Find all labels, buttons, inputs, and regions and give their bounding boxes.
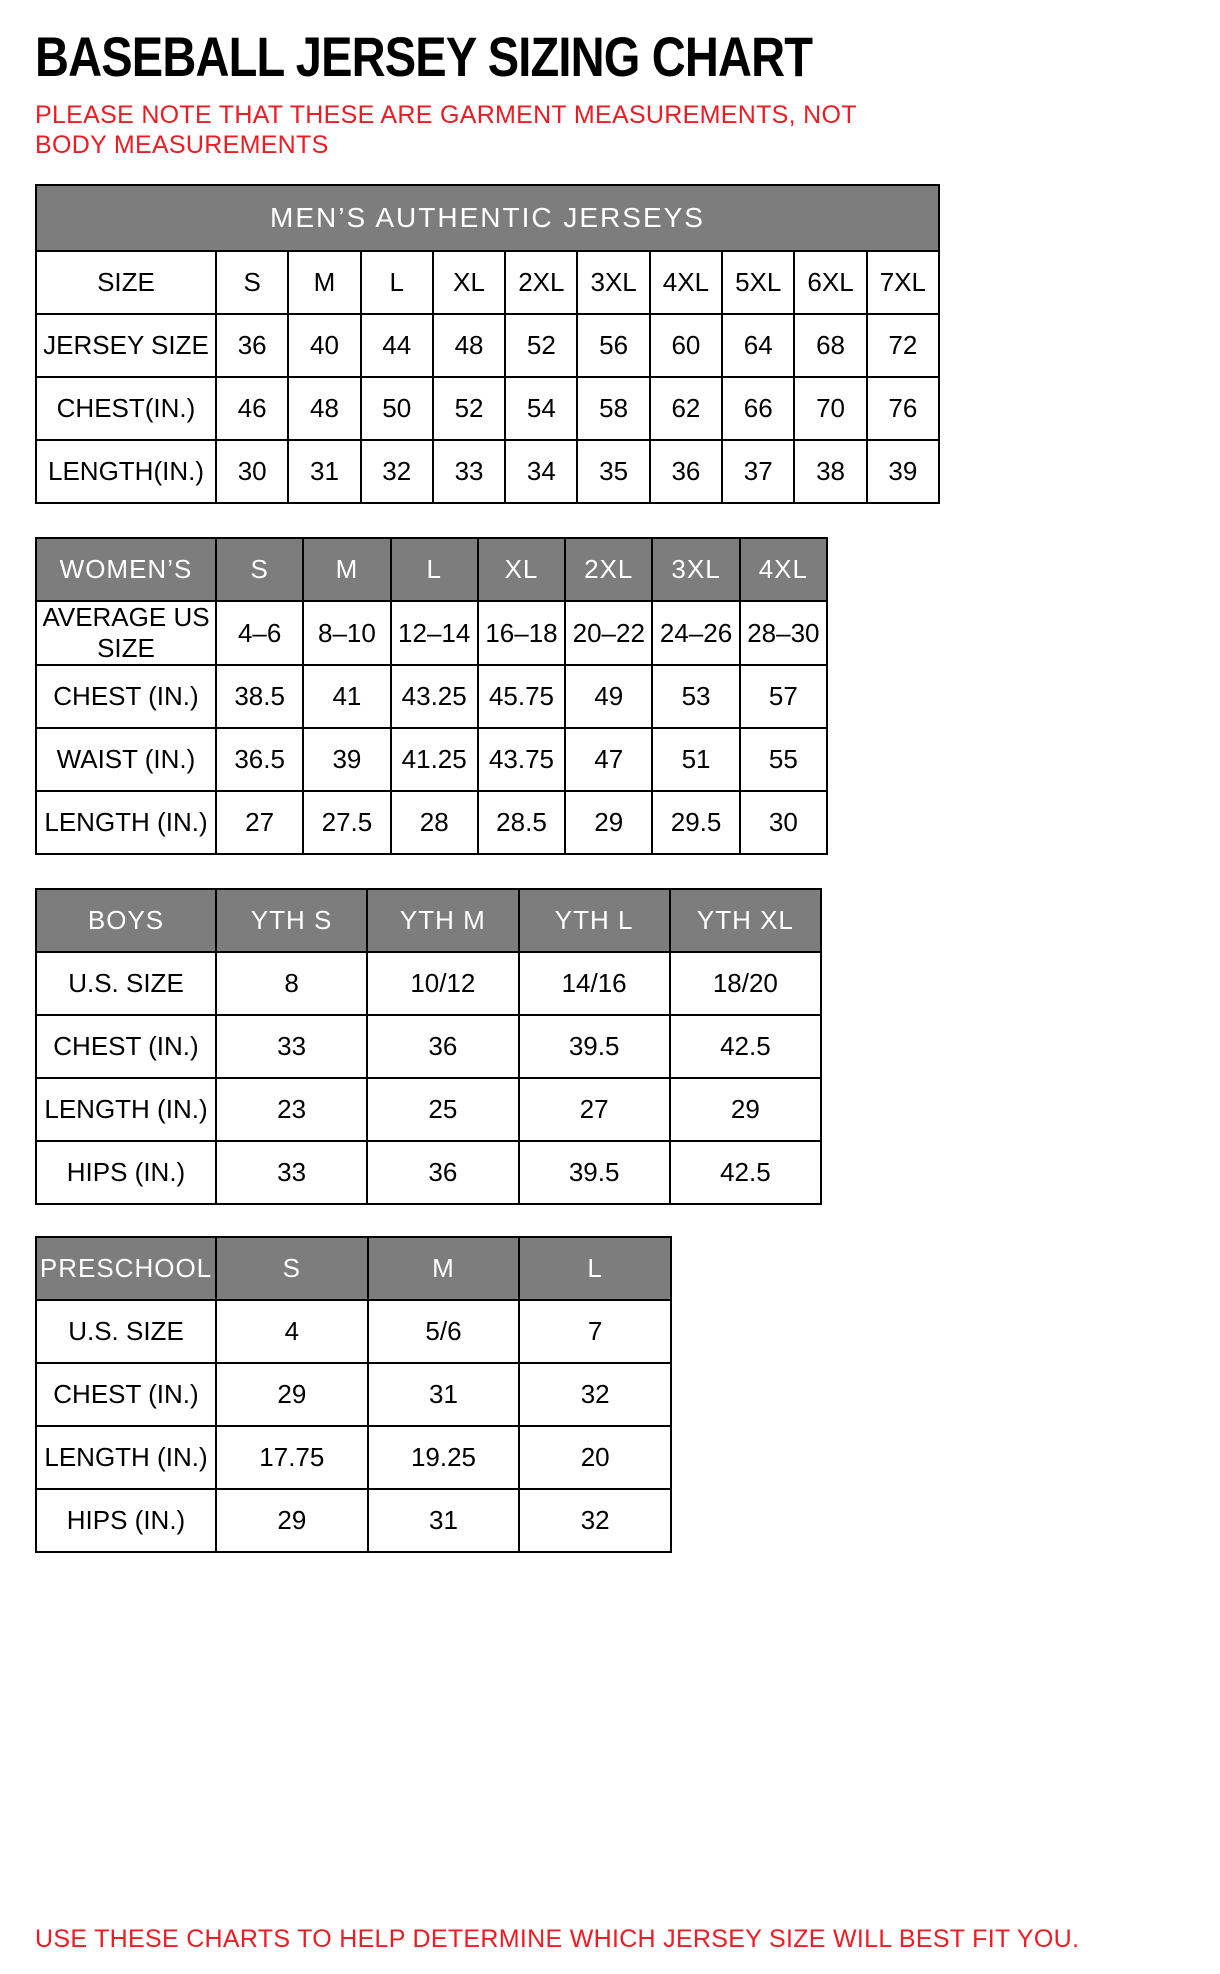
row-label: U.S. SIZE xyxy=(36,1300,216,1363)
value-cell: 55 xyxy=(740,728,827,791)
value-cell: 36 xyxy=(367,1015,518,1078)
value-cell: 47 xyxy=(565,728,652,791)
value-cell: 44 xyxy=(361,314,433,377)
preschool-sizing-table xyxy=(35,1236,672,1553)
value-cell: 28 xyxy=(391,791,478,854)
value-cell: L xyxy=(361,251,433,314)
value-cell: 64 xyxy=(722,314,794,377)
mens-sizing-table xyxy=(35,184,940,504)
value-cell: 29.5 xyxy=(652,791,739,854)
value-cell: 29 xyxy=(216,1489,368,1552)
value-cell: 32 xyxy=(519,1363,671,1426)
value-cell: 42.5 xyxy=(670,1015,821,1078)
value-cell: 62 xyxy=(650,377,722,440)
value-cell: 8 xyxy=(216,952,367,1015)
value-cell: 43.25 xyxy=(391,665,478,728)
value-cell: 42.5 xyxy=(670,1141,821,1204)
womens-size-header-cell: M xyxy=(303,538,390,601)
value-cell: 14/16 xyxy=(519,952,670,1015)
womens-table-row xyxy=(36,728,827,791)
preschool-header-row xyxy=(36,1237,671,1300)
value-cell: 7 xyxy=(519,1300,671,1363)
value-cell: 39.5 xyxy=(519,1015,670,1078)
value-cell: 76 xyxy=(867,377,939,440)
value-cell: 4–6 xyxy=(216,601,303,665)
value-cell: 41.25 xyxy=(391,728,478,791)
value-cell: 46 xyxy=(216,377,288,440)
value-cell: 32 xyxy=(361,440,433,503)
row-label: SIZE xyxy=(36,251,216,314)
value-cell: 34 xyxy=(505,440,577,503)
value-cell: 19.25 xyxy=(368,1426,520,1489)
value-cell: 54 xyxy=(505,377,577,440)
mens-table-row xyxy=(36,314,939,377)
preschool-header-label: PRESCHOOL xyxy=(36,1237,216,1300)
value-cell: 52 xyxy=(505,314,577,377)
value-cell: 5XL xyxy=(722,251,794,314)
boys-size-header-cell: YTH L xyxy=(519,889,670,952)
value-cell: 30 xyxy=(740,791,827,854)
womens-size-header-cell: L xyxy=(391,538,478,601)
value-cell: 32 xyxy=(519,1489,671,1552)
value-cell: S xyxy=(216,251,288,314)
page-title: BASEBALL JERSEY SIZING CHART xyxy=(35,25,813,88)
value-cell: 36 xyxy=(367,1141,518,1204)
mens-title-row xyxy=(36,185,939,251)
boys-table-row xyxy=(36,1141,821,1204)
boys-size-header-cell: YTH M xyxy=(367,889,518,952)
value-cell: 20 xyxy=(519,1426,671,1489)
boys-header-label: BOYS xyxy=(36,889,216,952)
value-cell: 10/12 xyxy=(367,952,518,1015)
value-cell: 33 xyxy=(433,440,505,503)
value-cell: 29 xyxy=(565,791,652,854)
womens-table-row xyxy=(36,665,827,728)
preschool-size-header-cell: M xyxy=(368,1237,520,1300)
value-cell: 45.75 xyxy=(478,665,565,728)
value-cell: 36.5 xyxy=(216,728,303,791)
value-cell: 38.5 xyxy=(216,665,303,728)
value-cell: 72 xyxy=(867,314,939,377)
value-cell: 29 xyxy=(216,1363,368,1426)
womens-header-row xyxy=(36,538,827,601)
preschool-size-header-cell: S xyxy=(216,1237,368,1300)
womens-header-label: WOMEN’S xyxy=(36,538,216,601)
value-cell: 41 xyxy=(303,665,390,728)
value-cell: 31 xyxy=(288,440,360,503)
value-cell: 16–18 xyxy=(478,601,565,665)
boys-table-row xyxy=(36,1078,821,1141)
value-cell: 66 xyxy=(722,377,794,440)
value-cell: 48 xyxy=(433,314,505,377)
mens-table-row xyxy=(36,440,939,503)
value-cell: 25 xyxy=(367,1078,518,1141)
womens-sizing-table xyxy=(35,537,828,855)
value-cell: 43.75 xyxy=(478,728,565,791)
value-cell: 28–30 xyxy=(740,601,827,665)
value-cell: 23 xyxy=(216,1078,367,1141)
footer-note: USE THESE CHARTS TO HELP DETERMINE WHICH JERSEY SIZE WILL BEST FIT YOU. xyxy=(35,1925,1080,1953)
value-cell: 8–10 xyxy=(303,601,390,665)
value-cell: 40 xyxy=(288,314,360,377)
row-label: LENGTH (IN.) xyxy=(36,791,216,854)
womens-size-header-cell: 2XL xyxy=(565,538,652,601)
row-label: LENGTH (IN.) xyxy=(36,1078,216,1141)
row-label: CHEST (IN.) xyxy=(36,1363,216,1426)
value-cell: 39 xyxy=(303,728,390,791)
value-cell: 12–14 xyxy=(391,601,478,665)
value-cell: 36 xyxy=(216,314,288,377)
value-cell: 33 xyxy=(216,1141,367,1204)
boys-size-header-cell: YTH XL xyxy=(670,889,821,952)
value-cell: 57 xyxy=(740,665,827,728)
boys-size-header-cell: YTH S xyxy=(216,889,367,952)
preschool-table-row xyxy=(36,1489,671,1552)
mens-table-row xyxy=(36,251,939,314)
value-cell: 36 xyxy=(650,440,722,503)
value-cell: 5/6 xyxy=(368,1300,520,1363)
row-label: CHEST (IN.) xyxy=(36,1015,216,1078)
value-cell: 70 xyxy=(794,377,866,440)
value-cell: 7XL xyxy=(867,251,939,314)
value-cell: XL xyxy=(433,251,505,314)
row-label: HIPS (IN.) xyxy=(36,1489,216,1552)
row-label: AVERAGE US SIZE xyxy=(36,601,216,665)
value-cell: 52 xyxy=(433,377,505,440)
value-cell: 29 xyxy=(670,1078,821,1141)
row-label: U.S. SIZE xyxy=(36,952,216,1015)
row-label: HIPS (IN.) xyxy=(36,1141,216,1204)
row-label: JERSEY SIZE xyxy=(36,314,216,377)
row-label: CHEST(IN.) xyxy=(36,377,216,440)
row-label: WAIST (IN.) xyxy=(36,728,216,791)
boys-header-row xyxy=(36,889,821,952)
value-cell: 39.5 xyxy=(519,1141,670,1204)
womens-size-header-cell: 3XL xyxy=(652,538,739,601)
mens-table-title: MEN’S AUTHENTIC JERSEYS xyxy=(36,185,939,251)
value-cell: 24–26 xyxy=(652,601,739,665)
value-cell: 31 xyxy=(368,1363,520,1426)
value-cell: 27.5 xyxy=(303,791,390,854)
value-cell: 27 xyxy=(216,791,303,854)
preschool-table-row xyxy=(36,1363,671,1426)
preschool-table-row xyxy=(36,1426,671,1489)
value-cell: 18/20 xyxy=(670,952,821,1015)
value-cell: 39 xyxy=(867,440,939,503)
value-cell: 58 xyxy=(577,377,649,440)
value-cell: 48 xyxy=(288,377,360,440)
value-cell: 28.5 xyxy=(478,791,565,854)
value-cell: 37 xyxy=(722,440,794,503)
mens-table-row xyxy=(36,377,939,440)
value-cell: 31 xyxy=(368,1489,520,1552)
row-label: CHEST (IN.) xyxy=(36,665,216,728)
value-cell: 53 xyxy=(652,665,739,728)
value-cell: 38 xyxy=(794,440,866,503)
value-cell: 17.75 xyxy=(216,1426,368,1489)
value-cell: 4 xyxy=(216,1300,368,1363)
value-cell: 49 xyxy=(565,665,652,728)
value-cell: 27 xyxy=(519,1078,670,1141)
preschool-table-row xyxy=(36,1300,671,1363)
value-cell: 51 xyxy=(652,728,739,791)
value-cell: 50 xyxy=(361,377,433,440)
value-cell: 4XL xyxy=(650,251,722,314)
boys-table-row xyxy=(36,1015,821,1078)
value-cell: 35 xyxy=(577,440,649,503)
womens-table-row xyxy=(36,791,827,854)
womens-size-header-cell: 4XL xyxy=(740,538,827,601)
row-label: LENGTH (IN.) xyxy=(36,1426,216,1489)
value-cell: 60 xyxy=(650,314,722,377)
boys-table-row xyxy=(36,952,821,1015)
value-cell: 30 xyxy=(216,440,288,503)
value-cell: 33 xyxy=(216,1015,367,1078)
value-cell: 6XL xyxy=(794,251,866,314)
boys-sizing-table xyxy=(35,888,822,1205)
womens-table-row xyxy=(36,601,827,665)
value-cell: M xyxy=(288,251,360,314)
value-cell: 2XL xyxy=(505,251,577,314)
row-label: LENGTH(IN.) xyxy=(36,440,216,503)
preschool-size-header-cell: L xyxy=(519,1237,671,1300)
womens-size-header-cell: XL xyxy=(478,538,565,601)
value-cell: 20–22 xyxy=(565,601,652,665)
value-cell: 56 xyxy=(577,314,649,377)
value-cell: 3XL xyxy=(577,251,649,314)
garment-measurement-note: PLEASE NOTE THAT THESE ARE GARMENT MEASUREMENTS, NOT BODY MEASUREMENTS xyxy=(35,101,857,159)
womens-size-header-cell: S xyxy=(216,538,303,601)
value-cell: 68 xyxy=(794,314,866,377)
